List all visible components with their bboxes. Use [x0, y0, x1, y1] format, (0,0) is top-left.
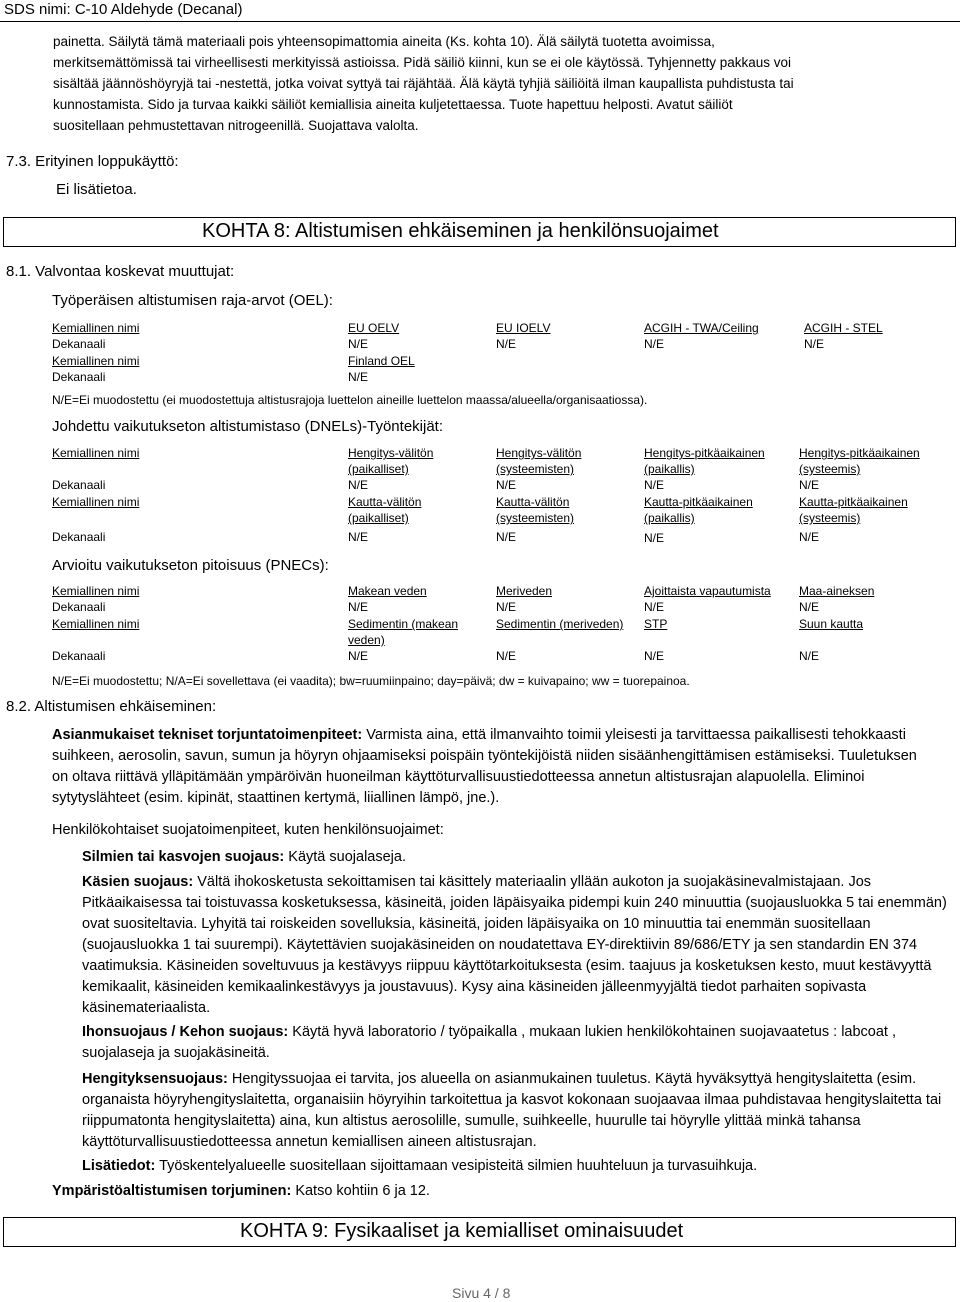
document-header: SDS nimi: C-10 Aldehyde (Decanal)	[4, 1, 243, 18]
table-header: Sedimentin (meriveden)	[496, 617, 624, 631]
section-9-title: KOHTA 9: Fysikaaliset ja kemialliset ominaisuudet	[240, 1220, 684, 1242]
table-header: Kemiallinen nimi	[52, 584, 140, 598]
table-header: (systeemisten)	[496, 511, 575, 525]
environmental-controls-text: Katso kohtiin 6 ja 12.	[291, 1183, 430, 1199]
table-header: Kemiallinen nimi	[52, 495, 140, 509]
intro-line: suositellaan pehmustettavan nitrogeenillä. Suojattava valolta.	[53, 118, 419, 133]
table-cell: N/E	[348, 600, 369, 614]
table-cell: Dekanaali	[52, 370, 106, 384]
table-header: (paikalliset)	[348, 462, 409, 476]
table-cell: N/E	[348, 337, 369, 351]
intro-line: sisältää jäännöshöyryjä tai -nestettä, jotka voivat syttyä tai räjähtää. Älä käytä tyhjiä säiliöitä ilman kaupallista puhdistusta tai	[53, 76, 794, 91]
eye-protection	[82, 847, 954, 868]
table-header: Hengitys-välitön	[496, 446, 582, 460]
section-9-banner	[3, 1217, 956, 1247]
pnec-heading: Arvioitu vaikutukseton pitoisuus (PNECs):	[52, 557, 329, 574]
section-8-title: KOHTA 8: Altistumisen ehkäiseminen ja henkilönsuojaimet	[202, 220, 719, 242]
body-protection-text: Käytä hyvä laboratorio / työpaikalla , mukaan lukien henkilökohtainen suojavaatetus : labcoat , suojalaseja ja suojakäsineitä.	[82, 1024, 897, 1061]
table-header: (systeemis)	[799, 462, 861, 476]
table-header: (paikalliset)	[348, 511, 409, 525]
oel-note: N/E=Ei muodostettu (ei muodostettuja altistusrajoja luettelon aineille luettelon maassa/alueella/organisaatiossa).	[52, 393, 648, 407]
table-cell: Dekanaali	[52, 649, 106, 663]
pnec-note: N/E=Ei muodostettu; N/A=Ei sovellettava (ei vaadita); bw=ruumiinpaino; day=päivä; dw = kuivapaino; ww = tuorepainoa.	[52, 674, 690, 688]
additional-info	[82, 1156, 954, 1177]
section-8-2-heading: 8.2. Altistumisen ehkäiseminen:	[6, 698, 217, 715]
oel-heading: Työperäisen altistumisen raja-arvot (OEL):	[52, 292, 333, 309]
table-header: veden)	[348, 633, 385, 647]
additional-info-label: Lisätiedot:	[82, 1158, 156, 1174]
table-header: Kemiallinen nimi	[52, 354, 140, 368]
engineering-controls-label: Asianmukaiset tekniset torjuntatoimenpiteet:	[52, 727, 363, 743]
section-7-3-text: Ei lisätietoa.	[56, 181, 137, 198]
environmental-controls-label: Ympäristöaltistumisen torjuminen:	[52, 1183, 292, 1199]
table-cell: N/E	[644, 649, 665, 663]
table-cell: N/E	[496, 649, 517, 663]
intro-line: merkitsemättömissä tai virheellisesti merkityissä astioissa. Pidä säiliö kiinni, kun se ei ole käytössä. Tyhjennetty pakkaus voi	[53, 55, 792, 70]
table-cell: N/E	[644, 600, 665, 614]
table-header: (paikallis)	[644, 462, 695, 476]
section-8-banner	[3, 217, 956, 247]
table-header: ACGIH - STEL	[804, 321, 883, 335]
header-rule	[0, 21, 960, 22]
table-header: EU IOELV	[496, 321, 551, 335]
table-cell: Dekanaali	[52, 337, 106, 351]
table-cell: N/E	[496, 600, 517, 614]
page-number: Sivu 4 / 8	[452, 1285, 511, 1301]
table-header: STP	[644, 617, 668, 631]
table-cell: Dekanaali	[52, 530, 106, 544]
table-cell: N/E	[799, 478, 820, 492]
respiratory-protection	[82, 1069, 954, 1153]
dnel-heading: Johdettu vaikutukseton altistumistaso (DNELs)-Työntekijät:	[52, 418, 444, 435]
table-header: Finland OEL	[348, 354, 415, 368]
table-header: Suun kautta	[799, 617, 864, 631]
body-protection	[82, 1022, 954, 1064]
section-8-1-heading: 8.1. Valvontaa koskevat muuttujat:	[6, 263, 235, 280]
additional-info-text: Työskentelyalueelle suositellaan sijoittamaan vesipisteitä silmien huuhteluun ja turvasuihkuja.	[155, 1158, 758, 1174]
table-cell: N/E	[644, 531, 665, 545]
body-protection-label: Ihonsuojaus / Kehon suojaus:	[82, 1024, 289, 1040]
table-cell: Dekanaali	[52, 478, 106, 492]
table-header: Kautta-pitkäaikainen	[644, 495, 753, 509]
table-header: (systeemis)	[799, 511, 861, 525]
hand-protection-text: Vältä ihokosketusta sekoittamisen tai käsittely materiaalin yllään aukoton ja suojakäsinevalmistajaan. Jos Pitkäaikaisessa tai toistuvassa kosketuksessa, käsineitä, joiden läpäisyaika pidempi kuin 240 minuuttia (suojausluokka 5 tai enemmän) ovat suositeltavia. Lyhyitä tai roiskeiden sovelluksia, käsineitä, joiden läpäisyaika on 10 minuuttia tai enemmän suositellaan (suojausluokka 1 tai suurempi). Käytettävien suojakäsineiden on noudatettava EY-direktiivin 89/686/ETY ja sen standardin EN 374 vaatimuksia. Käsineiden soveltuvuus ja kestävyys riippuu käyttötarkoituksesta (esim. taajuus ja kosketuksen kesto, muut kestävyyttä kemikaalit, käsineiden kemikaalinkestävyys ja joustavuus). Kysy aina käsineiden jälleenmyyjältä tiedot parhaiten sopivasta käsinemateriaalista.	[82, 874, 947, 1016]
table-cell: N/E	[496, 530, 517, 544]
table-cell: N/E	[799, 530, 820, 544]
table-cell: Dekanaali	[52, 600, 106, 614]
table-header: Kemiallinen nimi	[52, 321, 140, 335]
table-header: Kautta-välitön	[496, 495, 570, 509]
table-header: (paikallis)	[644, 511, 695, 525]
table-cell: N/E	[644, 478, 665, 492]
table-header: Ajoittaista vapautumista	[644, 584, 771, 598]
table-cell: N/E	[799, 649, 820, 663]
table-header: Kautta-välitön	[348, 495, 422, 509]
table-cell: N/E	[348, 478, 369, 492]
table-header: Kemiallinen nimi	[52, 617, 140, 631]
table-cell: N/E	[348, 370, 369, 384]
table-cell: N/E	[496, 478, 517, 492]
environmental-controls	[52, 1181, 932, 1202]
engineering-controls-text: Varmista aina, että ilmanvaihto toimii yleisesti ja tarvittaessa paikallisesti tehokkaasti suihkeen, aerosolin, savun, sumun ja höyryn ohjaamiseksi poispäin työntekijöistä niiden sisäänhengittämisen estämiseksi. Tuuletuksen on oltava riittävä ylläpitämään ympäröivän huoneilman käyttöturvallisuustiedotteessa annetun altistusrajan alapuolella. Eliminoi sytytyslähteet (esim. kipinät, staattinen kertymä, liiallinen lämpö, jne.).	[52, 727, 917, 806]
ppe-heading: Henkilökohtaiset suojatoimenpiteet, kuten henkilönsuojaimet:	[52, 822, 444, 838]
table-cell: N/E	[348, 530, 369, 544]
intro-line: painetta. Säilytä tämä materiaali pois yhteensopimattomia aineita (Ks. kohta 10). Älä säilytä tuotetta avoimissa,	[53, 34, 715, 49]
table-header: Hengitys-pitkäaikainen	[799, 446, 920, 460]
table-header: ACGIH - TWA/Ceiling	[644, 321, 759, 335]
table-cell: N/E	[348, 649, 369, 663]
section-7-3-heading: 7.3. Erityinen loppukäyttö:	[6, 153, 179, 170]
hand-protection-label: Käsien suojaus:	[82, 874, 194, 890]
table-header: Kemiallinen nimi	[52, 446, 140, 460]
table-header: Sedimentin (makean	[348, 617, 459, 631]
table-header: Meriveden	[496, 584, 553, 598]
table-cell: N/E	[496, 337, 517, 351]
eye-protection-label: Silmien tai kasvojen suojaus:	[82, 849, 285, 865]
table-header: Makean veden	[348, 584, 427, 598]
table-cell: N/E	[804, 337, 825, 351]
respiratory-protection-text: Hengityssuojaa ei tarvita, jos alueella on asianmukainen tuuletus. Käytä hyväksyttyä hengityslaitetta (esim. organaista höyryhengityslaitetta, organaisiin höyryihin tarkoitettua ja kasvot kokonaan suojaavaa ilmaa puhdistavaa hengityslaitetta tai riippumatonta hengityslaitetta) aina, kun altistus aerosolille, sumulle, suihkeelle, huurulle tai höyrylle ylittää minkä tahansa käyttöturvallisuustiedotteessa annetun kemiallisen aineen altistusrajan.	[82, 1071, 942, 1150]
table-header: Kautta-pitkäaikainen	[799, 495, 908, 509]
table-header: Hengitys-välitön	[348, 446, 434, 460]
table-header: Hengitys-pitkäaikainen	[644, 446, 765, 460]
table-cell: N/E	[644, 337, 665, 351]
table-header: EU OELV	[348, 321, 400, 335]
respiratory-protection-label: Hengityksensuojaus:	[82, 1071, 228, 1087]
table-header: (systeemisten)	[496, 462, 575, 476]
hand-protection	[82, 872, 954, 1019]
table-header: Maa-aineksen	[799, 584, 875, 598]
table-cell: N/E	[799, 600, 820, 614]
intro-line: kunnostamista. Sido ja turvaa kaikki säiliöt kemiallisia aineita kuljetettaessa. Tuote hapettuu helposti. Avatut säiliöt	[53, 97, 733, 112]
eye-protection-text: Käytä suojalaseja.	[284, 849, 406, 865]
engineering-controls	[52, 725, 932, 809]
